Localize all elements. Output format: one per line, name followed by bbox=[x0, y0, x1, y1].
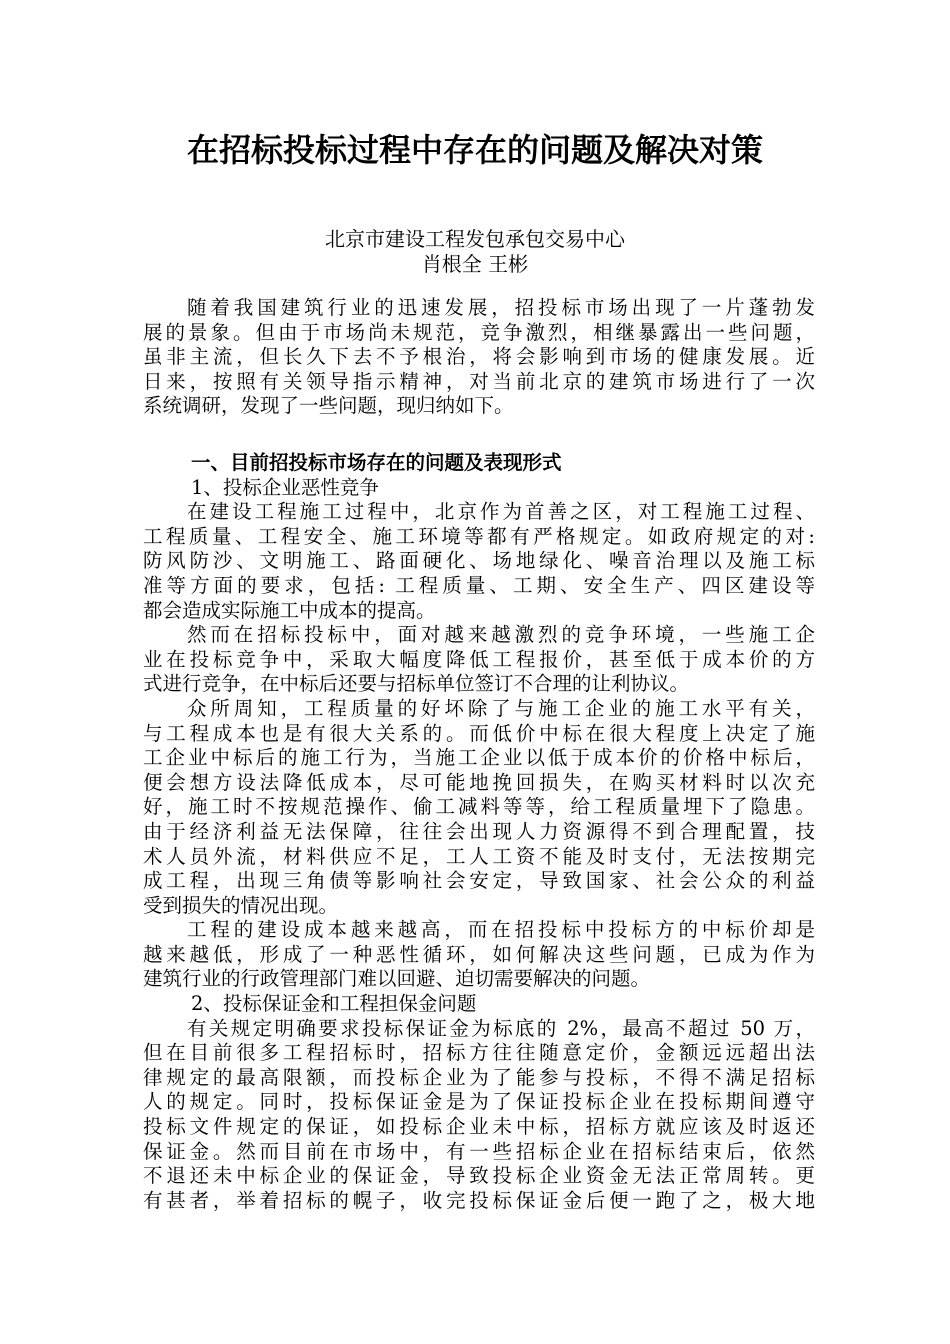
text-line: 由于经济利益无法保障，往往会出现人力资源得不到合理配置，技 bbox=[143, 819, 815, 843]
text-line: 展的景象。但由于市场尚未规范，竞争激烈，相继暴露出一些问题， bbox=[143, 320, 815, 344]
intro-paragraph bbox=[143, 296, 815, 419]
section-1 bbox=[143, 451, 815, 1213]
text-line: 随着我国建筑行业的迅速发展，招投标市场出现了一片蓬勃发 bbox=[187, 296, 815, 319]
section-heading: 一、目前招投标市场存在的问题及表现形式 bbox=[191, 451, 562, 474]
text-line: 防风防沙、文明施工、路面硬化、场地绿化、噪音治理以及施工标 bbox=[143, 549, 815, 573]
text-line: 工程的建设成本越来越高，而在招投标中投标方的中标价却是 bbox=[187, 918, 815, 942]
text-line: 好，施工时不按规范操作、偷工减料等等，给工程质量埋下了隐患。 bbox=[143, 795, 815, 819]
text-line: 准等方面的要求，包括: 工程质量、工期、安全生产、四区建设等 bbox=[143, 573, 815, 597]
text-line: 术人员外流，材料供应不足，工人工资不能及时支付，无法按期完 bbox=[143, 844, 815, 868]
text-line: 业在投标竞争中，采取大幅度降低工程报价，甚至低于成本价的方 bbox=[143, 647, 815, 671]
text-line: 保证金。然而目前在市场中，有一些招标企业在招标结束后，依然 bbox=[143, 1139, 815, 1163]
text-line: 然而在招标投标中，面对越来越激烈的竞争环境，一些施工企 bbox=[187, 623, 815, 647]
text-line: 有关规定明确要求投标保证金为标底的 2%，最高不超过 50 万， bbox=[187, 1016, 815, 1040]
text-line: 众所周知，工程质量的好坏除了与施工企业的施工水平有关， bbox=[187, 696, 815, 720]
text-line: 与工程成本也是有很大关系的。而低价中标在很大程度上决定了施 bbox=[143, 721, 815, 745]
text-line: 人的规定。同时，投标保证金是为了保证投标企业在投标期间遵守 bbox=[143, 1090, 815, 1114]
author-names: 肖根全 王彬 bbox=[421, 252, 529, 276]
text-line: 工企业中标后的施工行为，当施工企业以低于成本价的价格中标后， bbox=[143, 746, 815, 770]
text-line: 便会想方设法降低成本，尽可能地挽回损失，在购买材料时以次充 bbox=[143, 770, 815, 794]
text-line: 不退还未中标企业的保证金，导致投标企业资金无法正常周转。更 bbox=[143, 1164, 815, 1188]
text-line: 工程质量、工程安全、施工环境等都有严格规定。如政府规定的对: bbox=[143, 524, 815, 548]
text-line: 式进行竞争，在中标后还要与招标单位签订不合理的让利协议。 bbox=[143, 672, 690, 696]
text-line: 虽非主流，但长久下去不予根治，将会影响到市场的健康发展。近 bbox=[143, 345, 815, 369]
text-line: 但在目前很多工程招标时，招标方往往随意定价，金额远远超出法 bbox=[143, 1041, 815, 1065]
author-organization: 北京市建设工程发包承包交易中心 bbox=[325, 227, 625, 251]
text-line: 在建设工程施工过程中，北京作为首善之区，对工程施工过程、 bbox=[187, 500, 815, 524]
document-title: 在招标投标过程中存在的问题及解决对策 bbox=[186, 131, 763, 169]
text-line: 成工程，出现三角债等影响社会安定，导致国家、社会公众的利益 bbox=[143, 869, 815, 893]
subsection-heading: 2、投标保证金和工程担保金问题 bbox=[191, 992, 477, 1016]
text-line: 都会造成实际施工中成本的提高。 bbox=[143, 598, 436, 622]
text-line: 律规定的最高限额，而投标企业为了能参与投标，不得不满足招标 bbox=[143, 1065, 815, 1089]
subsection-heading: 1、投标企业恶性竞争 bbox=[191, 475, 379, 499]
text-line: 受到损失的情况出现。 bbox=[143, 893, 339, 917]
text-line: 日来，按照有关领导指示精神，对当前北京的建筑市场进行了一次 bbox=[143, 369, 815, 393]
text-line: 系统调研，发现了一些问题，现归纳如下。 bbox=[143, 394, 514, 418]
text-line: 越来越低，形成了一种恶性循环，如何解决这些问题，已成为作为 bbox=[143, 942, 815, 966]
text-line: 投标文件规定的保证，如投标企业未中标，招标方就应该及时返还 bbox=[143, 1115, 815, 1139]
text-line: 建筑行业的行政管理部门难以回避、迫切需要解决的问题。 bbox=[143, 967, 651, 991]
text-line: 有甚者，举着招标的幌子，收完投标保证金后便一跑了之，极大地 bbox=[143, 1188, 815, 1212]
